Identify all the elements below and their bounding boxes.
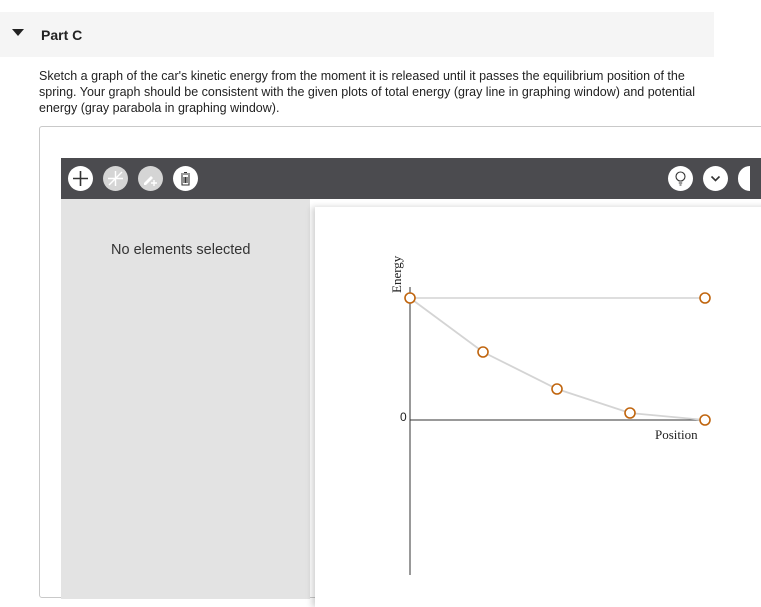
part-header[interactable] [0, 12, 714, 57]
properties-panel [61, 199, 310, 599]
control-point-handle[interactable] [625, 408, 635, 418]
x-axis-label: Position [655, 427, 698, 442]
graph-toolbar [61, 158, 761, 199]
no-selection-label: No elements selected [111, 242, 251, 258]
control-point-handle[interactable] [552, 384, 562, 394]
trash-icon[interactable] [173, 166, 198, 191]
energy-graph[interactable] [315, 207, 761, 588]
control-point-handle[interactable] [478, 347, 488, 357]
control-point-handle[interactable] [700, 293, 710, 303]
control-point-handle[interactable] [700, 415, 710, 425]
y-axis-label: Energy [389, 255, 404, 293]
more-tools-button[interactable] [738, 166, 750, 191]
pencil-plus-icon[interactable] [138, 166, 163, 191]
plus-icon[interactable] [68, 166, 93, 191]
graph-canvas[interactable] [315, 207, 761, 607]
question-text: Sketch a graph of the car's kinetic energy from the moment it is released until it passes the equilibrium position of the spring. Your graph should be consistent with the given plots of total energy (gray line in graphing window) and potential energy (gray parabola in graphing window). [39, 69, 695, 115]
zero-label: 0 [400, 410, 407, 424]
collapse-caret-icon[interactable] [12, 29, 24, 36]
chevron-down-icon[interactable] [703, 166, 728, 191]
control-point-handle[interactable] [405, 293, 415, 303]
lightbulb-icon[interactable] [668, 166, 693, 191]
part-title: Part C [41, 27, 83, 43]
crossed-line-icon[interactable] [103, 166, 128, 191]
potential-energy-curve [410, 298, 705, 420]
